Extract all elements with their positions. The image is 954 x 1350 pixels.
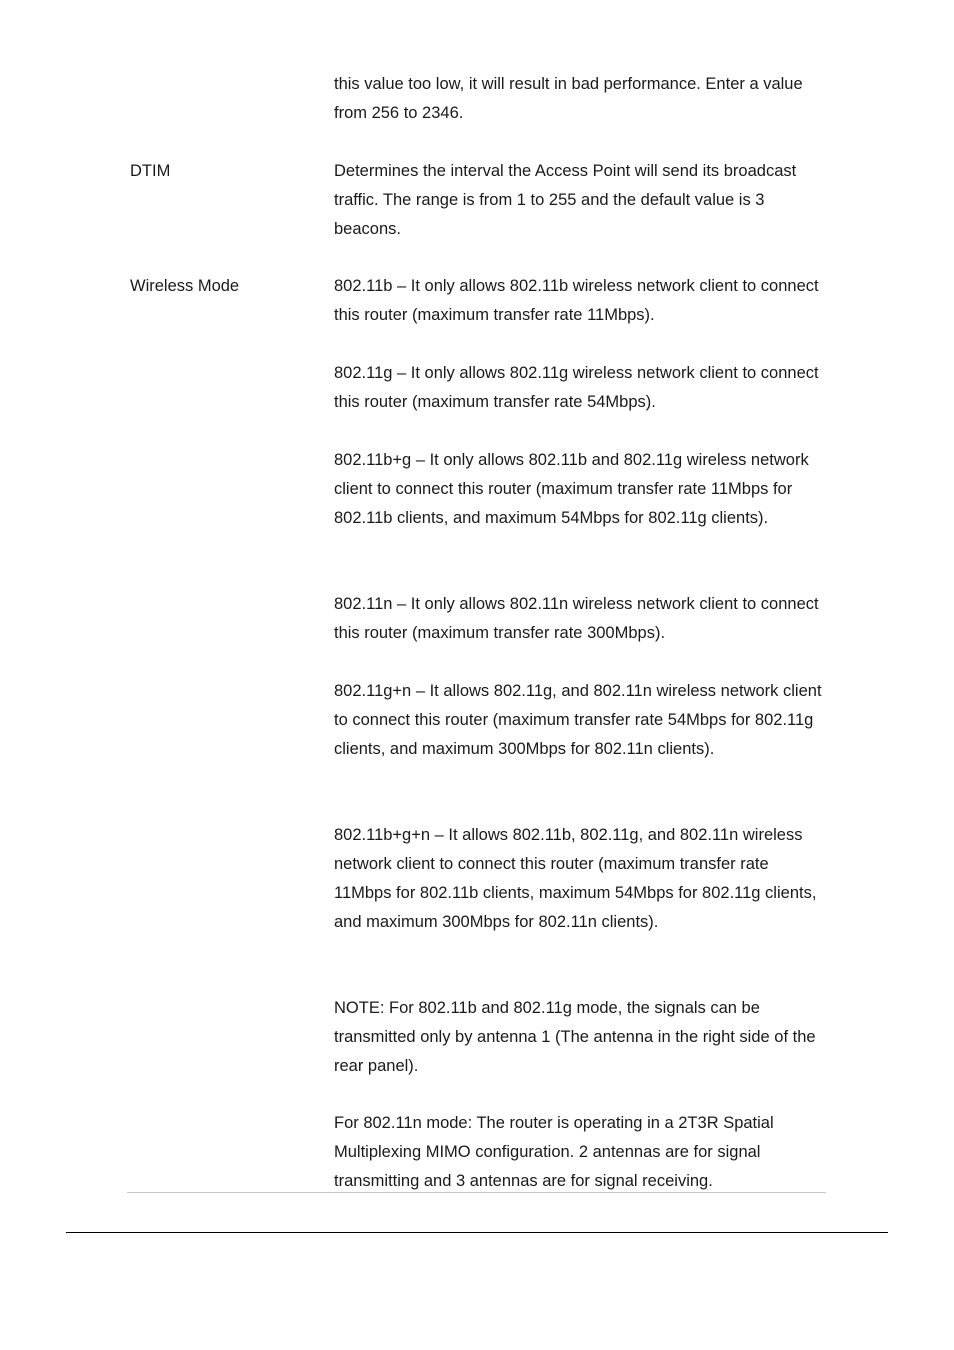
mode-note: NOTE: For 802.11b and 802.11g mode, the signals can be transmitted only by antenna 1 (The antenna in the right side of the rear panel). [334, 999, 816, 1075]
setting-description: this value too low, it will result in bad performance. Enter a value from 256 to 2346. [334, 75, 803, 122]
mode-note-80211n: For 802.11n mode: The router is operating in a 2T3R Spatial Multiplexing MIMO configuration. 2 antennas are for signal transmitting and 3 antennas are for signal receiving. [334, 1114, 774, 1190]
mode-description-80211gn: 802.11g+n – It allows 802.11g, and 802.11n wireless network client to connect this router (maximum transfer rate 54Mbps for 802.11g clients, and maximum 300Mbps for 802.11n clients). [334, 682, 822, 758]
mode-description-80211n: 802.11n – It only allows 802.11n wireless network client to connect this router (maximum transfer rate 300Mbps). [334, 595, 819, 642]
table-bottom-border [127, 1192, 826, 1193]
setting-term: DTIM [130, 162, 171, 180]
mode-description-80211bgn: 802.11b+g+n – It allows 802.11b, 802.11g, and 802.11n wireless network client to connect this router (maximum transfer rate 11Mbps for 802.11b clients, maximum 54Mbps for 802.11g clients, and maximum 300Mbps for 802.11n clients). [334, 826, 817, 931]
mode-description-80211g: 802.11g – It only allows 802.11g wireless network client to connect this router (maximum transfer rate 54Mbps). [334, 364, 819, 411]
setting-description: Determines the interval the Access Point will send its broadcast traffic. The range is from 1 to 255 and the default value is 3 beacons. [334, 162, 797, 238]
mode-description-80211b: 802.11b – It only allows 802.11b wireless network client to connect this router (maximum transfer rate 11Mbps). [334, 277, 819, 324]
setting-term: Wireless Mode [130, 277, 240, 295]
mode-description-80211bg: 802.11b+g – It only allows 802.11b and 802.11g wireless network client to connect this router (maximum transfer rate 11Mbps for 802.11b clients, and maximum 54Mbps for 802.11g clients). [334, 451, 809, 527]
footer-divider [66, 1232, 888, 1233]
